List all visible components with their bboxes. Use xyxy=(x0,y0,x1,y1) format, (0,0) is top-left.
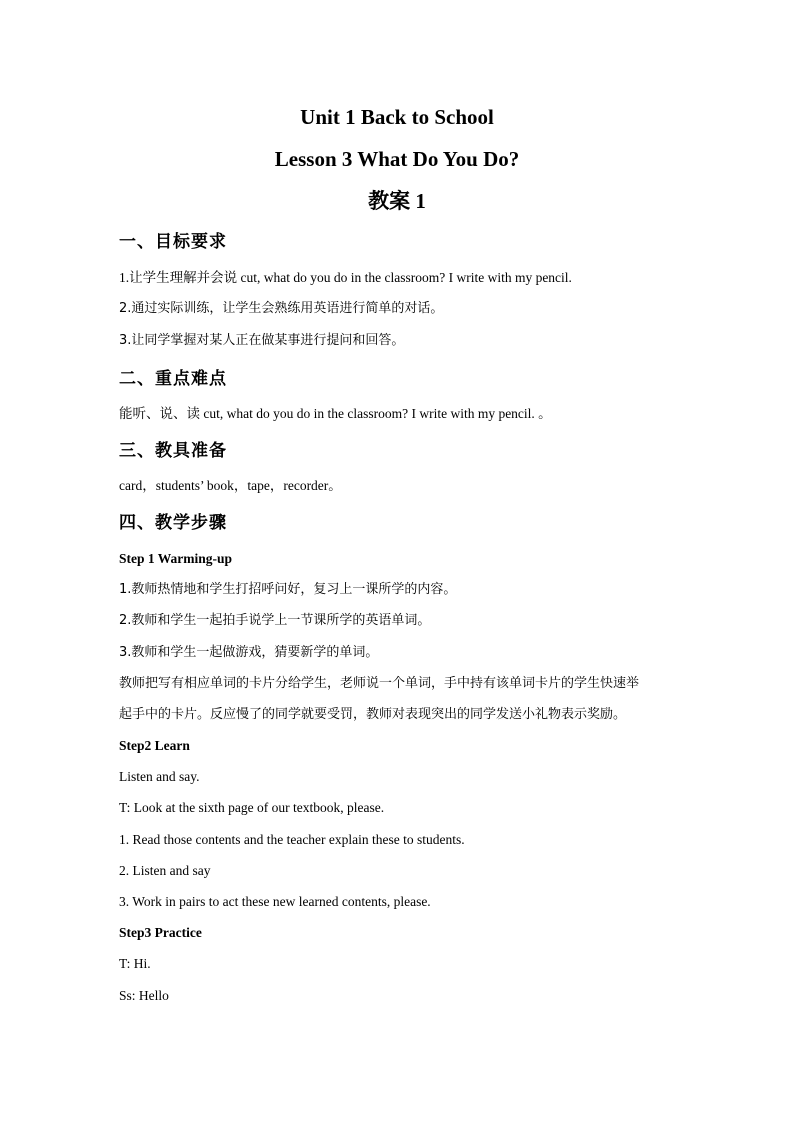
step1-item: 3.教师和学生一起做游戏，猜要新学的单词。 xyxy=(119,645,379,660)
step2-item: 1. Read those contents and the teacher explain these to students. xyxy=(119,832,465,847)
step1-paragraph-line: 起手中的卡片。反应慢了的同学就要受罚，教师对表现突出的同学发送小礼物表示奖励。 xyxy=(119,707,627,722)
step2-title: Step2 Learn xyxy=(119,738,190,753)
materials-text: card，students’ book，tape，recorder。 xyxy=(119,478,342,493)
goal-item: 2.通过实际训练，让学生会熟练用英语进行简单的对话。 xyxy=(119,301,444,316)
step3-item: T: Hi. xyxy=(119,956,151,971)
step1-item: 2.教师和学生一起拍手说学上一节课所学的英语单词。 xyxy=(119,613,431,628)
step1-title: Step 1 Warming-up xyxy=(119,551,233,566)
lesson-title: Lesson 3 What Do You Do? xyxy=(274,147,520,171)
step2-item: Listen and say. xyxy=(119,769,200,784)
step2-item: 3. Work in pairs to act these new learned contents, please. xyxy=(119,894,431,909)
step3-title: Step3 Practice xyxy=(119,925,202,940)
key-points-text: 能听、说、读 cut, what do you do in the classroom? I write with my pencil. 。 xyxy=(119,406,552,421)
step3-item: Ss: Hello xyxy=(119,988,169,1003)
goal-item: 1.让学生理解并会说 cut, what do you do in the classroom? I write with my pencil. xyxy=(119,270,572,285)
section-heading-steps: 四、教学步骤 xyxy=(119,513,227,533)
section-heading-goals: 一、目标要求 xyxy=(119,232,227,252)
unit-title: Unit 1 Back to School xyxy=(300,105,494,129)
plan-title: 教案 1 xyxy=(368,189,426,213)
step2-item: T: Look at the sixth page of our textbook, please. xyxy=(119,800,385,815)
goal-item: 3.让同学掌握对某人正在做某事进行提问和回答。 xyxy=(119,333,405,348)
step1-item: 1.教师热情地和学生打招呼问好，复习上一课所学的内容。 xyxy=(119,582,457,597)
step2-item: 2. Listen and say xyxy=(119,863,211,878)
section-heading-materials: 三、教具准备 xyxy=(119,441,227,461)
section-heading-key-points: 二、重点难点 xyxy=(119,369,227,389)
step1-paragraph-line: 教师把写有相应单词的卡片分给学生，老师说一个单词，手中持有该单词卡片的学生快速举 xyxy=(119,676,640,691)
